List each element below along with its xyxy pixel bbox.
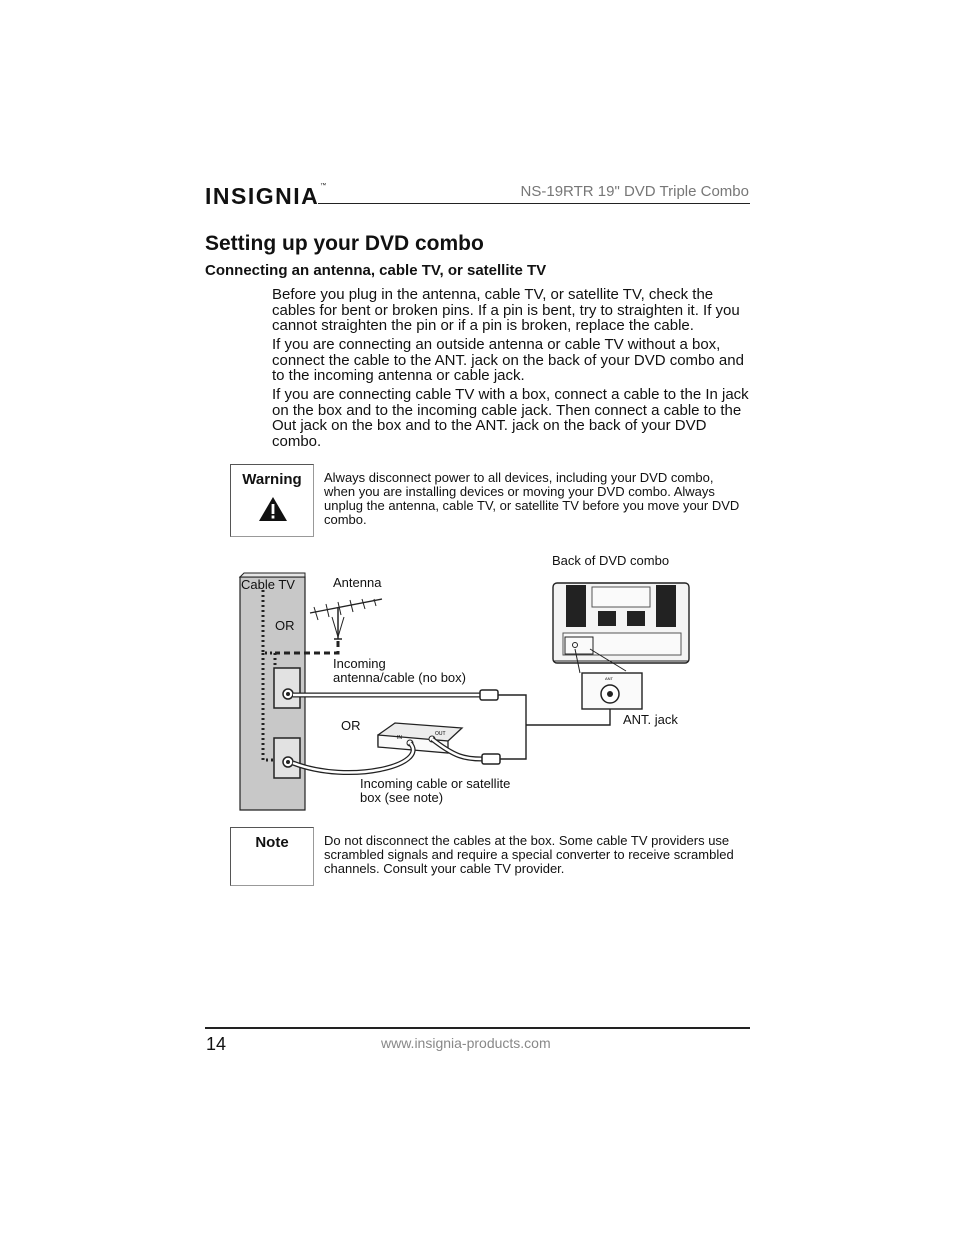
ant-small-label: ANT bbox=[605, 676, 613, 681]
or-label-1: OR bbox=[275, 618, 295, 633]
box-in-label: IN bbox=[397, 735, 402, 741]
brand-logo bbox=[205, 183, 328, 210]
coax-cable-no-box bbox=[293, 690, 498, 700]
ant-jack-line bbox=[526, 708, 610, 725]
back-of-dvd-label: Back of DVD combo bbox=[552, 553, 670, 568]
warning-box bbox=[230, 464, 314, 537]
warning-triangle-icon bbox=[258, 496, 288, 522]
paragraph-check-cables: Before you plug in the antenna, cable TV, or satellite TV, check the cables for bent or broken pins. If a pin is bent, try to straighten it. If you cannot straighten the pin or if a pin is broken, replace the cable. bbox=[272, 286, 740, 335]
warning-text: Always disconnect power to all devices, including your DVD combo, when you are installing devices or moving your DVD combo. Always unplug the antenna, cable TV, or satellite TV before you move your DVD combo. bbox=[324, 470, 740, 527]
wall-panel bbox=[240, 573, 305, 810]
note-label: Note bbox=[255, 834, 289, 851]
website-url: www.insignia-products.com bbox=[381, 1035, 551, 1051]
incoming-box-label-line2: box (see note) bbox=[360, 790, 444, 805]
ant-jack-zoom bbox=[582, 673, 642, 709]
section-title: Setting up your DVD combo bbox=[205, 232, 484, 255]
page-number: 14 bbox=[206, 1034, 227, 1054]
paragraph-with-box: If you are connecting cable TV with a box, connect a cable to the In jack on the box and to the incoming cable jack. Then connect a cable to the Out jack on the box and to the ANT. jack on the back of your DVD combo. bbox=[272, 386, 749, 450]
note-box bbox=[230, 827, 314, 886]
ant-jack-label: ANT. jack bbox=[623, 712, 678, 727]
incoming-label-line2: antenna/cable (no box) bbox=[333, 670, 466, 685]
document-title: NS-19RTR 19" DVD Triple Combo bbox=[520, 183, 749, 200]
box-out-label: OUT bbox=[435, 731, 446, 737]
trademark-mark: ™ bbox=[320, 183, 328, 189]
dvd-combo-back bbox=[553, 583, 689, 673]
antenna-label: Antenna bbox=[333, 575, 382, 590]
incoming-label-line1: Incoming bbox=[333, 656, 386, 671]
warning-label: Warning bbox=[242, 471, 302, 488]
incoming-box-label-line1: Incoming cable or satellite bbox=[360, 776, 511, 791]
connection-diagram bbox=[230, 545, 750, 815]
paragraph-no-box: If you are connecting an outside antenna or cable TV without a box, connect the cable to the ANT. jack on the back of your DVD combo and to the incoming antenna or cable jack. bbox=[272, 336, 744, 385]
cable-bracket bbox=[498, 695, 526, 759]
cable-tv-label: Cable TV bbox=[241, 577, 295, 592]
header-divider bbox=[318, 203, 750, 204]
section-subtitle: Connecting an antenna, cable TV, or satellite TV bbox=[205, 262, 547, 279]
footer-divider bbox=[205, 1027, 750, 1029]
or-label-2: OR bbox=[341, 718, 361, 733]
note-text: Do not disconnect the cables at the box. Some cable TV providers use scrambled signals and require a special converter to receive scrambled channels. Consult your cable TV provider. bbox=[324, 833, 734, 876]
antenna bbox=[310, 599, 382, 639]
brand-name: INSIGNIA bbox=[205, 183, 320, 209]
